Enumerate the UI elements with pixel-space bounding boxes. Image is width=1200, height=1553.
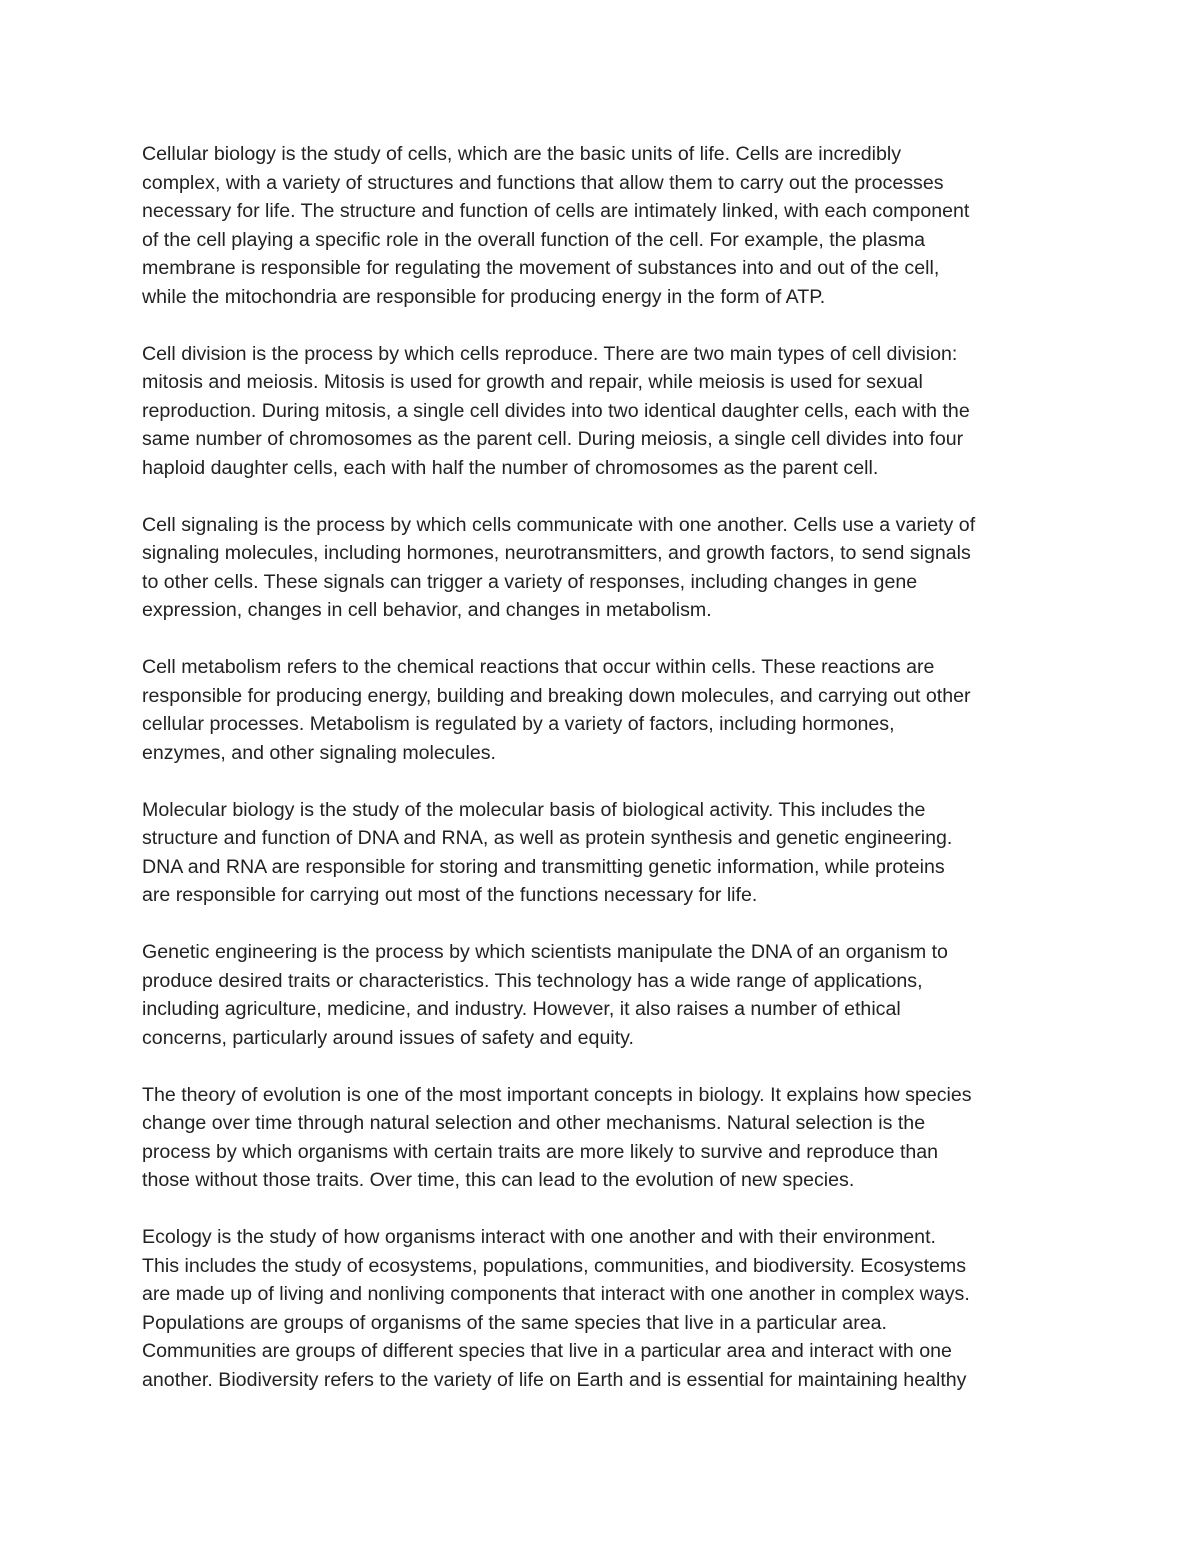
text-line: concerns, particularly around issues of safety and equity. xyxy=(142,1026,634,1049)
text-line: another. Biodiversity refers to the variety of life on Earth and is essential for maintaining healthy xyxy=(142,1368,967,1391)
text-line: produce desired traits or characteristics. This technology has a wide range of applications, xyxy=(142,969,923,992)
text-line: structure and function of DNA and RNA, as well as protein synthesis and genetic engineering. xyxy=(142,827,953,849)
text-line: Communities are groups of different species that live in a particular area and interact with one xyxy=(142,1340,952,1362)
text-line: are responsible for carrying out most of the functions necessary for life. xyxy=(142,884,758,906)
text-line: Cell metabolism refers to the chemical reactions that occur within cells. These reactions are xyxy=(142,656,935,678)
text-line: expression, changes in cell behavior, and changes in metabolism. xyxy=(142,599,712,621)
paragraph-cellular-biology xyxy=(142,140,1072,311)
text-line: haploid daughter cells, each with half the number of chromosomes as the parent cell. xyxy=(142,456,879,479)
text-line: including agriculture, medicine, and industry. However, it also raises a number of ethical xyxy=(142,998,901,1020)
paragraph-genetic-engineering xyxy=(142,938,1072,1052)
text-line: of the cell playing a specific role in the overall function of the cell. For example, the plasma xyxy=(142,228,926,251)
text-line: those without those traits. Over time, this can lead to the evolution of new species. xyxy=(142,1169,855,1191)
text-line: complex, with a variety of structures and functions that allow them to carry out the processes xyxy=(142,171,944,194)
text-line: Populations are groups of organisms of the same species that live in a particular area. xyxy=(142,1311,887,1334)
text-line: Cell signaling is the process by which cells communicate with one another. Cells use a variety of xyxy=(142,513,976,536)
text-line: responsible for producing energy, building and breaking down molecules, and carrying out other xyxy=(142,684,971,707)
text-line: Molecular biology is the study of the molecular basis of biological activity. This includes the xyxy=(142,798,926,821)
text-line: Ecology is the study of how organisms interact with one another and with their environment. xyxy=(142,1226,936,1248)
text-line: Genetic engineering is the process by which scientists manipulate the DNA of an organism to xyxy=(142,941,948,963)
text-line: process by which organisms with certain traits are more likely to survive and reproduce than xyxy=(142,1140,939,1163)
text-line: mitosis and meiosis. Mitosis is used for growth and repair, while meiosis is used for sexual xyxy=(142,371,923,393)
document-body xyxy=(142,140,1072,1423)
text-line: Cellular biology is the study of cells, which are the basic units of life. Cells are incredibly xyxy=(142,143,902,165)
paragraph-molecular-biology xyxy=(142,796,1072,910)
text-line: change over time through natural selection and other mechanisms. Natural selection is the xyxy=(142,1112,926,1134)
text-line: enzymes, and other signaling molecules. xyxy=(142,741,496,764)
paragraph-cell-signaling xyxy=(142,511,1072,625)
text-line: This includes the study of ecosystems, populations, communities, and biodiversity. Ecosystems xyxy=(142,1254,967,1277)
paragraph-cell-metabolism xyxy=(142,653,1072,767)
text-line: reproduction. During mitosis, a single cell divides into two identical daughter cells, each with the xyxy=(142,399,970,422)
text-line: cellular processes. Metabolism is regulated by a variety of factors, including hormones, xyxy=(142,713,895,735)
text-line: same number of chromosomes as the parent cell. During meiosis, a single cell divides into four xyxy=(142,428,964,450)
text-line: to other cells. These signals can trigger a variety of responses, including changes in gene xyxy=(142,570,918,593)
paragraph-evolution xyxy=(142,1081,1072,1195)
text-line: membrane is responsible for regulating the movement of substances into and out of the cell, xyxy=(142,257,940,279)
text-line: necessary for life. The structure and function of cells are intimately linked, with each component xyxy=(142,200,970,222)
text-line: DNA and RNA are responsible for storing and transmitting genetic information, while proteins xyxy=(142,855,945,878)
text-line: are made up of living and nonliving components that interact with one another in complex ways. xyxy=(142,1283,970,1305)
paragraph-cell-division xyxy=(142,340,1072,483)
text-line: Cell division is the process by which cells reproduce. There are two main types of cell division: xyxy=(142,342,958,365)
paragraph-ecology xyxy=(142,1223,1072,1394)
text-line: The theory of evolution is one of the most important concepts in biology. It explains how species xyxy=(142,1083,972,1106)
text-line: signaling molecules, including hormones, neurotransmitters, and growth factors, to send signals xyxy=(142,542,971,564)
text-line: while the mitochondria are responsible for producing energy in the form of ATP. xyxy=(142,285,826,308)
